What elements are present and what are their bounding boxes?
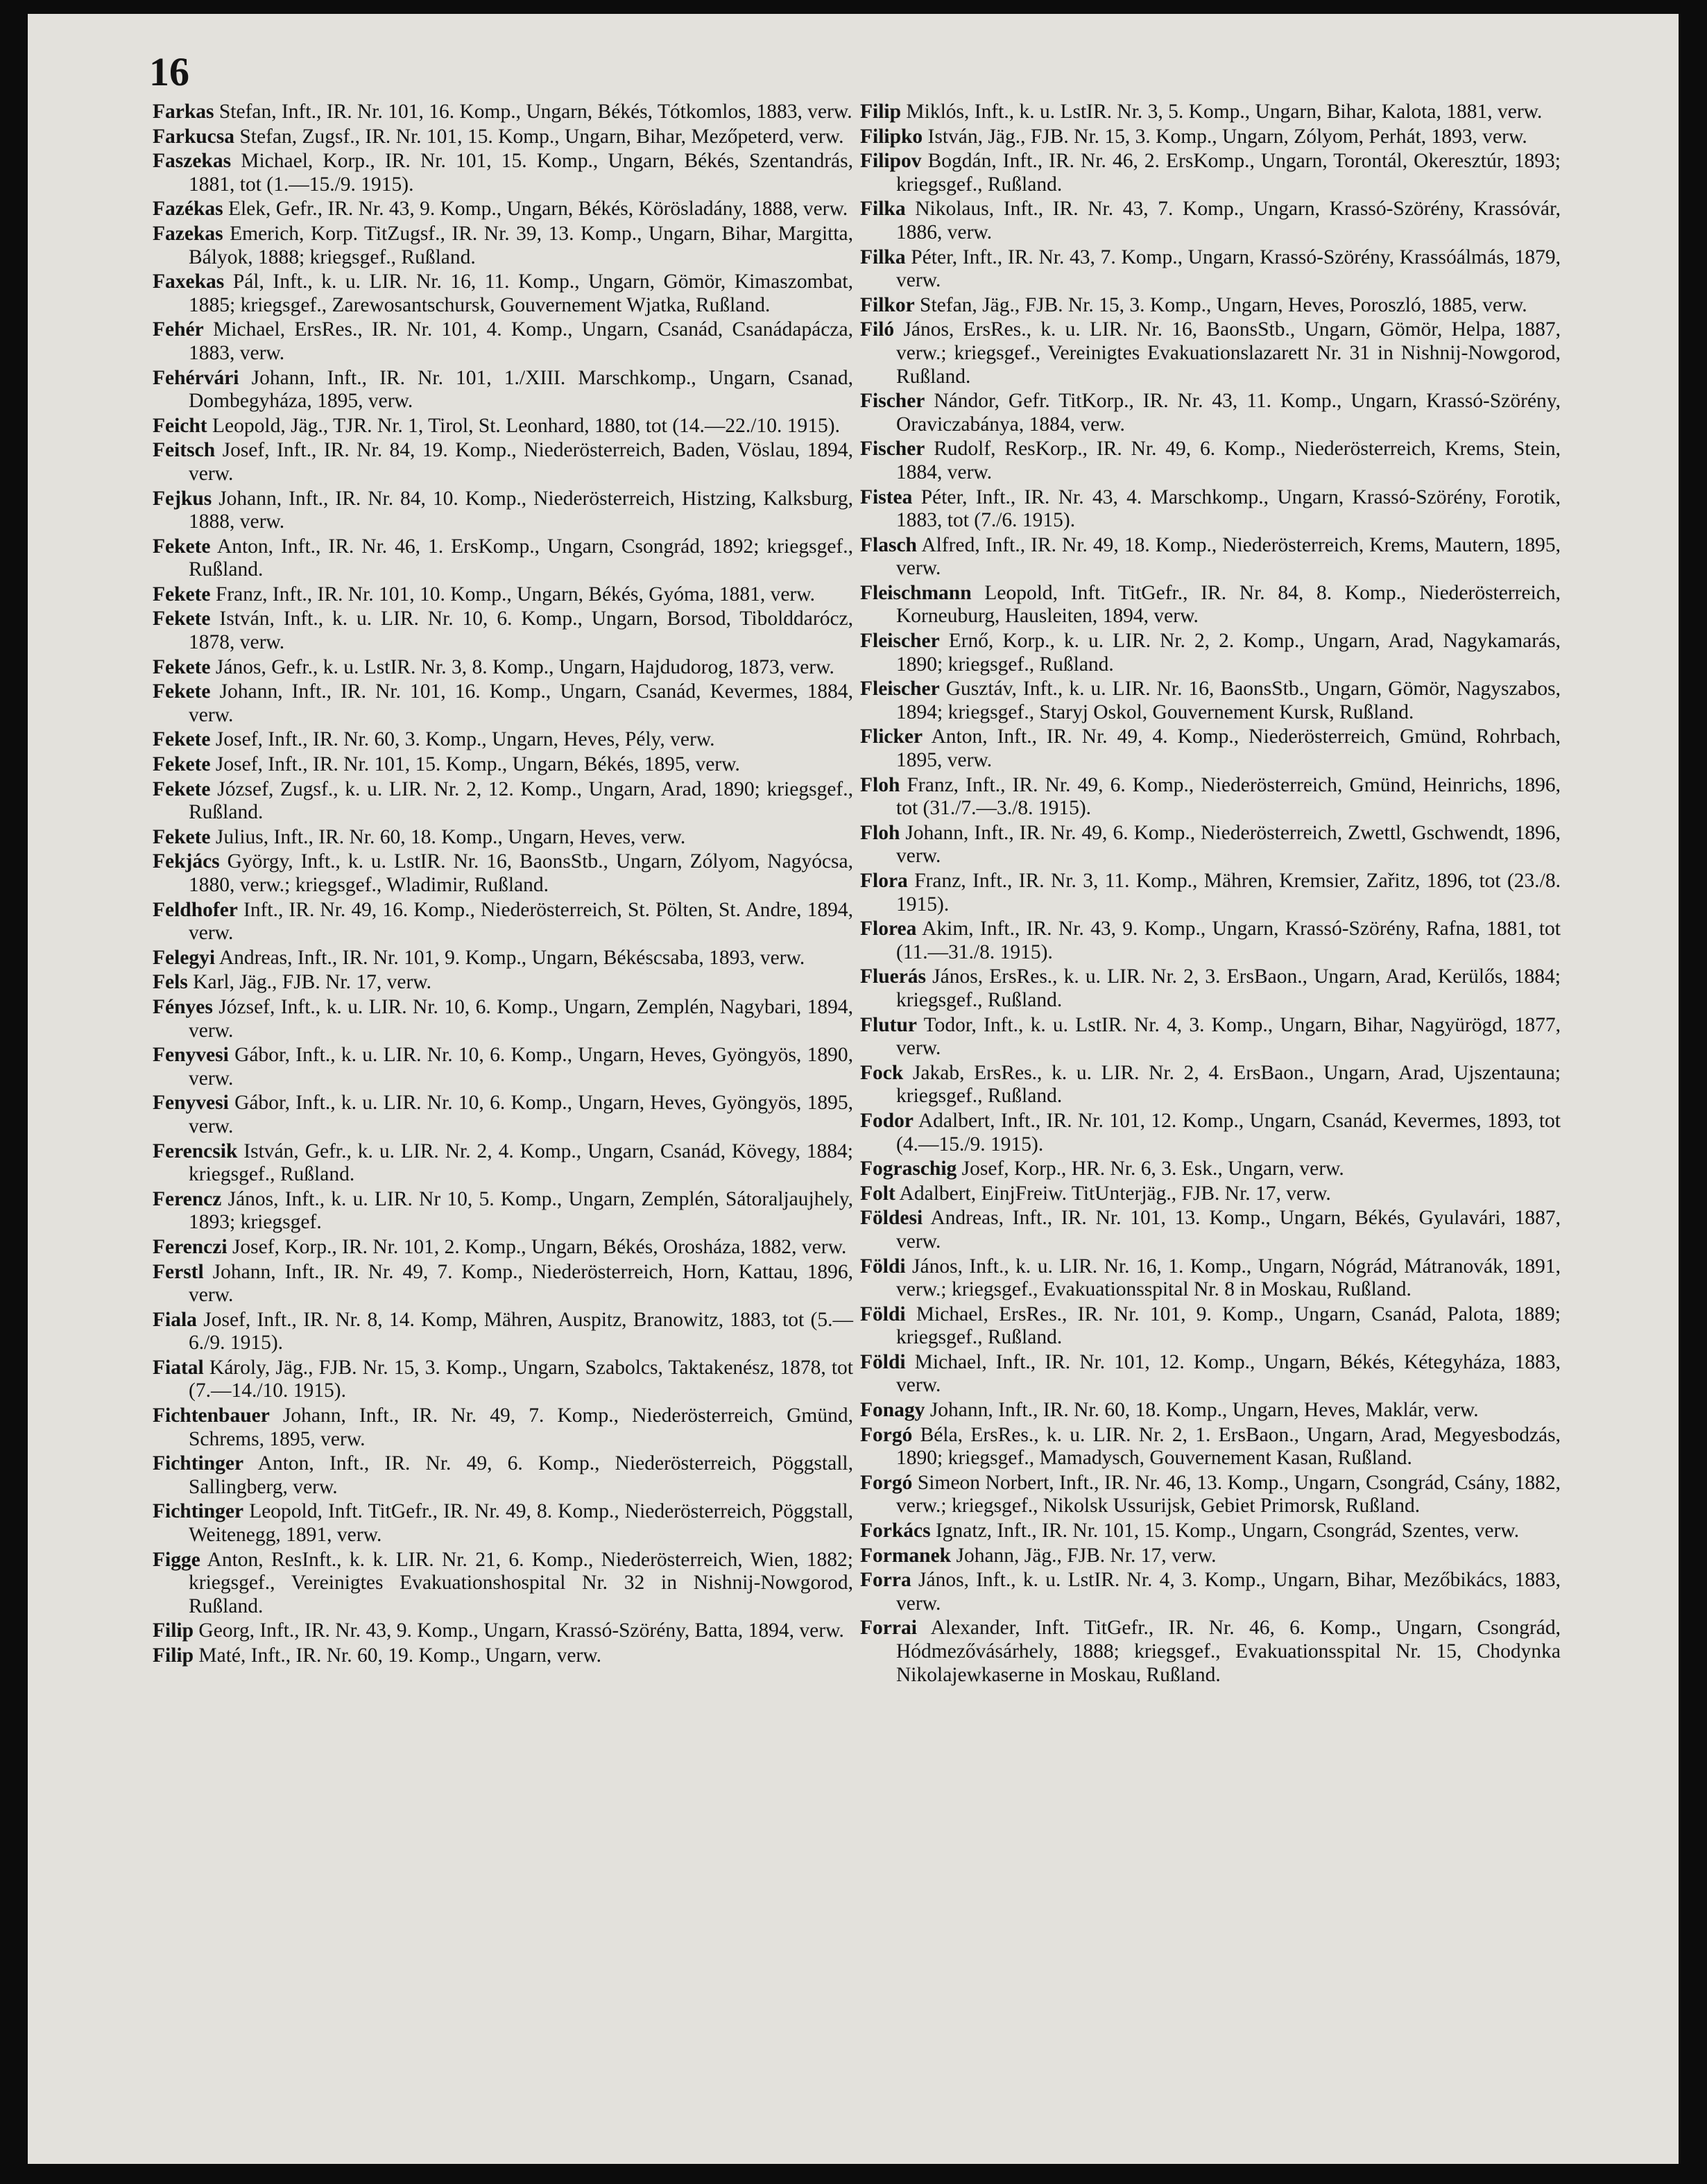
list-entry bbox=[153, 415, 853, 438]
list-entry bbox=[860, 534, 1561, 581]
entry-details: György, Inft., k. u. LstIR. Nr. 16, BaonsStb., Ungarn, Zólyom, Nagyócsa, 1880, verw.; kriegsgef., Wladimir, Rußland. bbox=[189, 850, 854, 896]
entry-surname: Fekete bbox=[153, 608, 211, 630]
entry-surname: Ferenczi bbox=[153, 1235, 228, 1258]
list-entry bbox=[153, 850, 853, 897]
entry-details: Johann, Inft., IR. Nr. 84, 10. Komp., Niederösterreich, Histzing, Kalksburg, 1888, verw. bbox=[189, 487, 854, 533]
entry-surname: Fekete bbox=[153, 777, 211, 800]
entry-details: János, ErsRes., k. u. LIR. Nr. 2, 3. ErsBaon., Ungarn, Arad, Kerülős, 1884; kriegsgef., Rußland. bbox=[896, 965, 1561, 1011]
list-entry bbox=[860, 126, 1561, 149]
list-entry bbox=[860, 1545, 1561, 1568]
entry-surname: Flasch bbox=[860, 533, 917, 556]
list-entry bbox=[153, 753, 853, 777]
entry-surname: Fekete bbox=[153, 825, 211, 848]
entry-details: Michael, ErsRes., IR. Nr. 101, 4. Komp., Ungarn, Csanád, Csanádapácza, 1883, verw. bbox=[189, 318, 853, 364]
entry-details: Anton, ResInft., k. k. LIR. Nr. 21, 6. Komp., Niederösterreich, Wien, 1882; kriegsgef., Vereinigtes Evakuationshospital Nr. 32 in Nishnij-Nowgorod, Rußland. bbox=[189, 1548, 853, 1617]
list-entry bbox=[153, 488, 853, 534]
list-entry bbox=[860, 390, 1561, 436]
list-entry bbox=[860, 486, 1561, 533]
entry-surname: Fehérvári bbox=[153, 366, 239, 389]
entry-details: Péter, Inft., IR. Nr. 43, 4. Marschkomp., Ungarn, Krassó-Szörény, Forotik, 1883, tot (7./6. 1915). bbox=[896, 485, 1561, 532]
entry-surname: Fels bbox=[153, 971, 188, 994]
entry-surname: Filip bbox=[860, 101, 902, 123]
list-entry bbox=[860, 1351, 1561, 1398]
list-entry bbox=[153, 270, 853, 317]
entry-surname: Fodor bbox=[860, 1109, 914, 1132]
entry-details: Leopold, Jäg., TJR. Nr. 1, Tirol, St. Leonhard, 1880, tot (14.—22./10. 1915). bbox=[212, 414, 840, 437]
entry-details: Michael, Korp., IR. Nr. 101, 15. Komp., Ungarn, Békés, Szentandrás, 1881, tot (1.—15./9. 1915). bbox=[189, 150, 853, 196]
entry-details: Stefan, Inft., IR. Nr. 101, 16. Komp., Ungarn, Békés, Tótkomlos, 1883, verw. bbox=[218, 101, 852, 123]
entry-details: Josef, Inft., IR. Nr. 101, 15. Komp., Ungarn, Békés, 1895, verw. bbox=[215, 753, 740, 776]
entry-surname: Fluerás bbox=[860, 965, 927, 988]
entry-surname: Formanek bbox=[860, 1544, 952, 1567]
entry-details: Simeon Norbert, Inft., IR. Nr. 46, 13. Komp., Ungarn, Csongrád, Csány, 1882, verw.; kriegsgef., Nikolsk Ussurijsk, Gebiet Primorsk, Rußland. bbox=[896, 1471, 1561, 1517]
entry-surname: Filka bbox=[860, 246, 906, 268]
list-entry bbox=[153, 535, 853, 582]
entry-surname: Filó bbox=[860, 318, 895, 341]
entry-details: Franz, Inft., IR. Nr. 49, 6. Komp., Niederösterreich, Gmünd, Heinrichs, 1896, tot (31./7.—3./8. 1915). bbox=[896, 773, 1561, 820]
list-entry bbox=[860, 678, 1561, 724]
entry-details: Johann, Inft., IR. Nr. 49, 7. Komp., Niederösterreich, Gmünd, Schrems, 1895, verw. bbox=[189, 1404, 853, 1450]
entry-surname: Florea bbox=[860, 918, 917, 940]
entry-details: János, Inft., k. u. LstIR. Nr. 4, 3. Komp., Ungarn, Bihar, Mezőbikács, 1883, verw. bbox=[896, 1569, 1561, 1615]
list-entry bbox=[860, 1014, 1561, 1060]
list-entry bbox=[153, 367, 853, 413]
entry-surname: Forgó bbox=[860, 1423, 913, 1446]
list-entry bbox=[153, 1309, 853, 1355]
list-entry bbox=[860, 822, 1561, 868]
entry-surname: Fejkus bbox=[153, 487, 212, 510]
list-entry bbox=[860, 1424, 1561, 1470]
entry-surname: Flutur bbox=[860, 1013, 917, 1036]
entry-surname: Feitsch bbox=[153, 439, 216, 462]
list-entry bbox=[153, 899, 853, 945]
list-entry bbox=[860, 1303, 1561, 1350]
entry-details: Johann, Inft., IR. Nr. 49, 6. Komp., Niederösterreich, Zwettl, Gschwendt, 1896, verw. bbox=[896, 821, 1561, 868]
list-entry bbox=[860, 918, 1561, 964]
list-entry bbox=[153, 1404, 853, 1451]
list-entry bbox=[860, 438, 1561, 484]
entry-surname: Forgó bbox=[860, 1471, 913, 1494]
entry-details: István, Inft., k. u. LIR. Nr. 10, 6. Komp., Ungarn, Borsod, Tibolddarócz, 1878, verw. bbox=[189, 608, 854, 654]
list-entry bbox=[860, 198, 1561, 244]
entry-details: Johann, Inft., IR. Nr. 101, 16. Komp., Ungarn, Csanád, Kevermes, 1884, verw. bbox=[189, 680, 853, 726]
entry-details: Alexander, Inft. TitGefr., IR. Nr. 46, 6. Komp., Ungarn, Csongrád, Hódmezővásárhely, 1888; kriegsgef., Evakuationsspital Nr. 15, Chodynka Nikolajewkaserne in Moskau, Rußland. bbox=[896, 1617, 1561, 1686]
entry-surname: Fehér bbox=[153, 318, 204, 341]
entry-details: Stefan, Zugsf., IR. Nr. 101, 15. Komp., Ungarn, Bihar, Mezőpeterd, verw. bbox=[239, 125, 844, 148]
list-entry bbox=[860, 318, 1561, 388]
list-entry bbox=[860, 630, 1561, 676]
list-entry bbox=[860, 101, 1561, 124]
list-entry bbox=[153, 971, 853, 995]
entry-details: Nikolaus, Inft., IR. Nr. 43, 7. Komp., Ungarn, Krassó-Szörény, Krassóvár, 1886, verw. bbox=[896, 198, 1561, 243]
list-entry bbox=[153, 996, 853, 1042]
entry-surname: Forra bbox=[860, 1569, 911, 1592]
entry-surname: Fleischer bbox=[860, 630, 940, 653]
list-entry bbox=[153, 1619, 853, 1643]
list-entry bbox=[860, 1520, 1561, 1543]
list-entry bbox=[153, 1452, 853, 1499]
entry-surname: Fograschig bbox=[860, 1158, 957, 1180]
entry-surname: Feldhofer bbox=[153, 898, 238, 921]
entry-details: Béla, ErsRes., k. u. LIR. Nr. 2, 1. ErsBaon., Ungarn, Arad, Megyesbodzás, 1890; kriegsgef., Mamadysch, Gouvernement Kasan, Rußland. bbox=[896, 1423, 1561, 1470]
entry-details: Gábor, Inft., k. u. LIR. Nr. 10, 6. Komp., Ungarn, Heves, Gyöngyös, 1895, verw. bbox=[189, 1092, 853, 1137]
entry-details: Gábor, Inft., k. u. LIR. Nr. 10, 6. Komp., Ungarn, Heves, Gyöngyös, 1890, verw. bbox=[189, 1044, 853, 1090]
entry-details: Josef, Inft., IR. Nr. 60, 3. Komp., Ungarn, Heves, Pély, verw. bbox=[215, 728, 715, 751]
entry-surname: Filip bbox=[153, 1619, 194, 1642]
entry-surname: Figge bbox=[153, 1548, 200, 1571]
entry-surname: Földi bbox=[860, 1255, 906, 1278]
entry-details: József, Zugsf., k. u. LIR. Nr. 2, 12. Komp., Ungarn, Arad, 1890; kriegsgef., Rußland. bbox=[189, 777, 854, 824]
list-entry bbox=[153, 778, 853, 825]
entry-details: Anton, Inft., IR. Nr. 49, 6. Komp., Niederösterreich, Pöggstall, Sallingberg, verw. bbox=[189, 1452, 853, 1498]
list-entry bbox=[860, 725, 1561, 772]
entry-surname: Filip bbox=[153, 1644, 194, 1667]
list-entry bbox=[153, 656, 853, 680]
list-entry bbox=[153, 826, 853, 850]
entry-details: Péter, Inft., IR. Nr. 43, 7. Komp., Ungarn, Krassó-Szörény, Krassóálmás, 1879, verw. bbox=[896, 246, 1561, 292]
entry-details: Adalbert, EinjFreiw. TitUnterjäg., FJB. Nr. 17, verw. bbox=[899, 1182, 1331, 1205]
entry-details: József, Inft., k. u. LIR. Nr. 10, 6. Komp., Ungarn, Zemplén, Nagybari, 1894, verw. bbox=[189, 995, 853, 1042]
entry-surname: Fleischmann bbox=[860, 581, 972, 604]
entry-surname: Fekete bbox=[153, 680, 211, 703]
entry-details: Georg, Inft., IR. Nr. 43, 9. Komp., Ungarn, Krassó-Szörény, Batta, 1894, verw. bbox=[198, 1619, 844, 1642]
entry-details: János, Inft., k. u. LIR. Nr 10, 5. Komp., Ungarn, Zemplén, Sátoraljaujhely, 1893; kriegsgef. bbox=[189, 1187, 854, 1234]
entry-details: Inft., IR. Nr. 49, 16. Komp., Niederösterreich, St. Pölten, St. Andre, 1894, verw. bbox=[189, 898, 853, 945]
list-entry bbox=[860, 870, 1561, 916]
list-entry bbox=[860, 294, 1561, 318]
list-entry bbox=[153, 1549, 853, 1619]
entry-surname: Ferencz bbox=[153, 1187, 222, 1210]
entry-details: Bogdán, Inft., IR. Nr. 46, 2. ErsKomp., Ungarn, Torontál, Okeresztúr, 1893; kriegsgef., Rußland. bbox=[896, 150, 1561, 196]
entry-surname: Feicht bbox=[153, 414, 207, 437]
entry-surname: Felegyi bbox=[153, 946, 216, 969]
list-entry bbox=[153, 680, 853, 727]
entry-surname: Filipov bbox=[860, 150, 922, 173]
entry-details: Karl, Jäg., FJB. Nr. 17, verw. bbox=[193, 971, 432, 994]
entry-details: Julius, Inft., IR. Nr. 60, 18. Komp., Ungarn, Heves, verw. bbox=[215, 825, 686, 848]
entry-details: Michael, ErsRes., IR. Nr. 101, 9. Komp., Ungarn, Csanád, Palota, 1889; kriegsgef., Rußland. bbox=[896, 1302, 1561, 1349]
list-entry bbox=[153, 101, 853, 124]
entry-details: Franz, Inft., IR. Nr. 101, 10. Komp., Ungarn, Békés, Gyóma, 1881, verw. bbox=[215, 583, 816, 605]
entry-surname: Ferencsik bbox=[153, 1140, 238, 1162]
entry-details: Ernő, Korp., k. u. LIR. Nr. 2, 2. Komp., Ungarn, Arad, Nagykamarás, 1890; kriegsgef., Rußland. bbox=[896, 630, 1561, 676]
entry-surname: Flicker bbox=[860, 725, 923, 748]
list-entry bbox=[153, 1044, 853, 1090]
list-entry bbox=[153, 1261, 853, 1307]
list-entry bbox=[860, 1158, 1561, 1181]
list-entry bbox=[860, 1110, 1561, 1156]
entry-surname: Fichtenbauer bbox=[153, 1404, 270, 1427]
list-entry bbox=[153, 223, 853, 269]
entry-surname: Forkács bbox=[860, 1520, 931, 1542]
list-entry bbox=[153, 583, 853, 607]
entry-surname: Fock bbox=[860, 1061, 904, 1084]
entry-surname: Faszekas bbox=[153, 150, 232, 173]
entry-surname: Floh bbox=[860, 821, 900, 844]
document-page bbox=[28, 14, 1679, 2164]
page-number: 16 bbox=[149, 49, 189, 94]
entry-details: Pál, Inft., k. u. LIR. Nr. 16, 11. Komp., Ungarn, Gömör, Kimaszombat, 1885; kriegsgef., Zarewosantschursk, Gouvernement Wjatka, Rußland. bbox=[189, 270, 853, 316]
list-entry bbox=[860, 1255, 1561, 1302]
entry-surname: Földesi bbox=[860, 1207, 923, 1230]
entry-surname: Fonagy bbox=[860, 1399, 925, 1422]
entry-surname: Folt bbox=[860, 1182, 895, 1205]
list-entry bbox=[860, 1399, 1561, 1422]
entry-surname: Ferstl bbox=[153, 1260, 204, 1283]
entry-surname: Fischer bbox=[860, 438, 925, 461]
entry-details: Andreas, Inft., IR. Nr. 101, 9. Komp., Ungarn, Békéscsaba, 1893, verw. bbox=[218, 946, 805, 969]
entry-details: Maté, Inft., IR. Nr. 60, 19. Komp., Ungarn, verw. bbox=[198, 1644, 601, 1667]
list-entry bbox=[153, 1644, 853, 1668]
entry-surname: Fekete bbox=[153, 753, 211, 776]
list-entry bbox=[153, 1236, 853, 1259]
entry-details: Alfred, Inft., IR. Nr. 49, 18. Komp., Niederösterreich, Krems, Mautern, 1895, verw. bbox=[896, 533, 1561, 580]
entry-details: Stefan, Jäg., FJB. Nr. 15, 3. Komp., Ungarn, Heves, Poroszló, 1885, verw. bbox=[920, 293, 1527, 316]
entry-details: Miklós, Inft., k. u. LstIR. Nr. 3, 5. Komp., Ungarn, Bihar, Kalota, 1881, verw. bbox=[906, 101, 1543, 123]
entry-surname: Fenyvesi bbox=[153, 1092, 229, 1115]
entry-surname: Földi bbox=[860, 1350, 906, 1373]
entry-surname: Fiala bbox=[153, 1308, 197, 1331]
list-entry bbox=[860, 1472, 1561, 1518]
list-entry bbox=[153, 150, 853, 196]
entry-details: Elek, Gefr., IR. Nr. 43, 9. Komp., Ungarn, Békés, Körösladány, 1888, verw. bbox=[228, 198, 848, 221]
entry-details: Josef, Inft., IR. Nr. 8, 14. Komp, Mähren, Auspitz, Branowitz, 1883, tot (5.—6./9. 1915). bbox=[189, 1308, 854, 1355]
list-entry bbox=[860, 965, 1561, 1012]
entry-details: János, ErsRes., k. u. LIR. Nr. 16, BaonsStb., Ungarn, Gömör, Helpa, 1887, verw.; kriegsgef., Vereinigtes Evakuationslazarett Nr. 31 in Nishnij-Nowgorod, Rußland. bbox=[896, 318, 1561, 388]
entry-details: Andreas, Inft., IR. Nr. 101, 13. Komp., Ungarn, Békés, Gyulavári, 1887, verw. bbox=[896, 1207, 1561, 1253]
list-entry bbox=[153, 126, 853, 149]
entry-surname: Farkas bbox=[153, 101, 214, 123]
entry-details: Anton, Inft., IR. Nr. 49, 4. Komp., Niederösterreich, Gmünd, Rohrbach, 1895, verw. bbox=[896, 725, 1561, 772]
entry-details: Jakab, ErsRes., k. u. LIR. Nr. 2, 4. ErsBaon., Ungarn, Arad, Ujszentauna; kriegsgef., Rußland. bbox=[896, 1061, 1561, 1108]
entry-details: Adalbert, Inft., IR. Nr. 101, 12. Komp., Ungarn, Csanád, Kevermes, 1893, tot (4.—15./9. 1915). bbox=[896, 1109, 1561, 1155]
list-entry bbox=[860, 1207, 1561, 1253]
entry-details: János, Inft., k. u. LIR. Nr. 16, 1. Komp., Ungarn, Nógrád, Mátranovák, 1891, verw.; kriegsgef., Evakuationsspital Nr. 8 in Moskau, Rußland. bbox=[896, 1255, 1561, 1301]
entry-surname: Farkucsa bbox=[153, 125, 234, 148]
list-entry bbox=[860, 1569, 1561, 1615]
entry-details: Josef, Korp., HR. Nr. 6, 3. Esk., Ungarn, verw. bbox=[961, 1158, 1344, 1180]
left-column bbox=[153, 101, 853, 1669]
list-entry bbox=[153, 1188, 853, 1235]
entry-details: Nándor, Gefr. TitKorp., IR. Nr. 43, 11. Komp., Ungarn, Krassó-Szörény, Oraviczabánya, 1884, verw. bbox=[896, 390, 1561, 436]
list-entry bbox=[153, 947, 853, 970]
list-entry bbox=[153, 1500, 853, 1547]
entry-surname: Fekete bbox=[153, 655, 211, 678]
entry-surname: Fichtinger bbox=[153, 1452, 244, 1475]
entry-details: Johann, Jäg., FJB. Nr. 17, verw. bbox=[956, 1544, 1217, 1567]
entry-details: Gusztáv, Inft., k. u. LIR. Nr. 16, BaonsStb., Ungarn, Gömör, Nagyszabos, 1894; kriegsgef., Staryj Oskol, Gouvernement Kursk, Rußland. bbox=[896, 678, 1561, 723]
entry-details: János, Gefr., k. u. LstIR. Nr. 3, 8. Komp., Ungarn, Hajdudorog, 1873, verw. bbox=[215, 655, 834, 678]
entry-details: Károly, Jäg., FJB. Nr. 15, 3. Komp., Ungarn, Szabolcs, Taktakenész, 1878, tot (7.—14./10. 1915). bbox=[189, 1356, 853, 1402]
list-entry bbox=[153, 728, 853, 752]
entry-details: Todor, Inft., k. u. LstIR. Nr. 4, 3. Komp., Ungarn, Bihar, Nagyürögd, 1877, verw. bbox=[896, 1013, 1561, 1060]
entry-details: Johann, Inft., IR. Nr. 60, 18. Komp., Ungarn, Heves, Maklár, verw. bbox=[929, 1399, 1479, 1422]
entry-surname: Floh bbox=[860, 773, 900, 796]
entry-surname: Fischer bbox=[860, 390, 925, 413]
entry-details: István, Gefr., k. u. LIR. Nr. 2, 4. Komp., Ungarn, Csanád, Kövegy, 1884; kriegsgef., Rußland. bbox=[189, 1140, 853, 1186]
entry-details: Michael, Inft., IR. Nr. 101, 12. Komp., Ungarn, Békés, Kétegyháza, 1883, verw. bbox=[896, 1350, 1561, 1397]
entry-details: Johann, Inft., IR. Nr. 49, 7. Komp., Niederösterreich, Horn, Kattau, 1896, verw. bbox=[189, 1260, 853, 1307]
entry-details: Franz, Inft., IR. Nr. 3, 11. Komp., Mähren, Kremsier, Zařitz, 1896, tot (23./8. 1915). bbox=[896, 870, 1561, 915]
list-entry bbox=[153, 318, 853, 365]
entry-surname: Flora bbox=[860, 870, 908, 892]
entry-surname: Fényes bbox=[153, 995, 213, 1018]
entry-details: Johann, Inft., IR. Nr. 101, 1./XIII. Marschkomp., Ungarn, Csanad, Dombegyháza, 1895, verw. bbox=[189, 366, 854, 413]
entry-surname: Fichtinger bbox=[153, 1500, 244, 1523]
list-entry bbox=[153, 198, 853, 221]
list-entry bbox=[860, 1617, 1561, 1687]
list-entry bbox=[153, 439, 853, 485]
entry-surname: Fleischer bbox=[860, 678, 940, 700]
list-entry bbox=[860, 150, 1561, 196]
entry-surname: Fiatal bbox=[153, 1356, 204, 1379]
list-entry bbox=[860, 1183, 1561, 1206]
entry-surname: Földi bbox=[860, 1302, 906, 1325]
entry-details: István, Jäg., FJB. Nr. 15, 3. Komp., Ungarn, Zólyom, Perhát, 1893, verw. bbox=[927, 125, 1527, 148]
entry-details: Rudolf, ResKorp., IR. Nr. 49, 6. Komp., Niederösterreich, Krems, Stein, 1884, verw. bbox=[896, 438, 1561, 483]
entry-surname: Forrai bbox=[860, 1617, 917, 1640]
entry-surname: Fenyvesi bbox=[153, 1044, 229, 1067]
entry-surname: Filka bbox=[860, 198, 906, 221]
entry-surname: Filipko bbox=[860, 125, 923, 148]
entry-surname: Fekete bbox=[153, 728, 211, 751]
entry-details: Josef, Korp., IR. Nr. 101, 2. Komp., Ungarn, Békés, Orosháza, 1882, verw. bbox=[232, 1235, 847, 1258]
entry-surname: Fistea bbox=[860, 485, 913, 508]
entry-details: Josef, Inft., IR. Nr. 84, 19. Komp., Niederösterreich, Baden, Vöslau, 1894, verw. bbox=[189, 439, 854, 485]
entry-details: Anton, Inft., IR. Nr. 46, 1. ErsKomp., Ungarn, Csongrád, 1892; kriegsgef., Rußland. bbox=[189, 535, 854, 581]
entry-surname: Fekete bbox=[153, 583, 211, 605]
right-column bbox=[860, 101, 1561, 1688]
entry-surname: Fazekas bbox=[153, 222, 223, 245]
list-entry bbox=[860, 1062, 1561, 1108]
list-entry bbox=[860, 582, 1561, 628]
list-entry bbox=[153, 608, 853, 654]
list-entry bbox=[860, 246, 1561, 293]
entry-surname: Fekjács bbox=[153, 850, 220, 873]
entry-surname: Fekete bbox=[153, 535, 211, 558]
entry-details: Leopold, Inft. TitGefr., IR. Nr. 49, 8. Komp., Niederösterreich, Pöggstall, Weitenegg, 1891, verw. bbox=[189, 1500, 854, 1547]
entry-details: Akim, Inft., IR. Nr. 43, 9. Komp., Ungarn, Krassó-Szörény, Rafna, 1881, tot (11.—31./8. 1915). bbox=[896, 918, 1561, 963]
entry-details: Emerich, Korp. TitZugsf., IR. Nr. 39, 13. Komp., Ungarn, Bihar, Margitta, Bályok, 1888; kriegsgef., Rußland. bbox=[189, 222, 854, 268]
entry-surname: Fazékas bbox=[153, 198, 223, 221]
entry-details: Leopold, Inft. TitGefr., IR. Nr. 84, 8. Komp., Niederösterreich, Korneuburg, Hausleiten, 1894, verw. bbox=[896, 581, 1561, 628]
entry-details: Ignatz, Inft., IR. Nr. 101, 15. Komp., Ungarn, Csongrád, Szentes, verw. bbox=[935, 1520, 1520, 1542]
list-entry bbox=[153, 1357, 853, 1403]
entry-surname: Filkor bbox=[860, 293, 915, 316]
list-entry bbox=[153, 1140, 853, 1187]
list-entry bbox=[860, 774, 1561, 820]
entry-surname: Faxekas bbox=[153, 270, 225, 293]
list-entry bbox=[153, 1092, 853, 1138]
